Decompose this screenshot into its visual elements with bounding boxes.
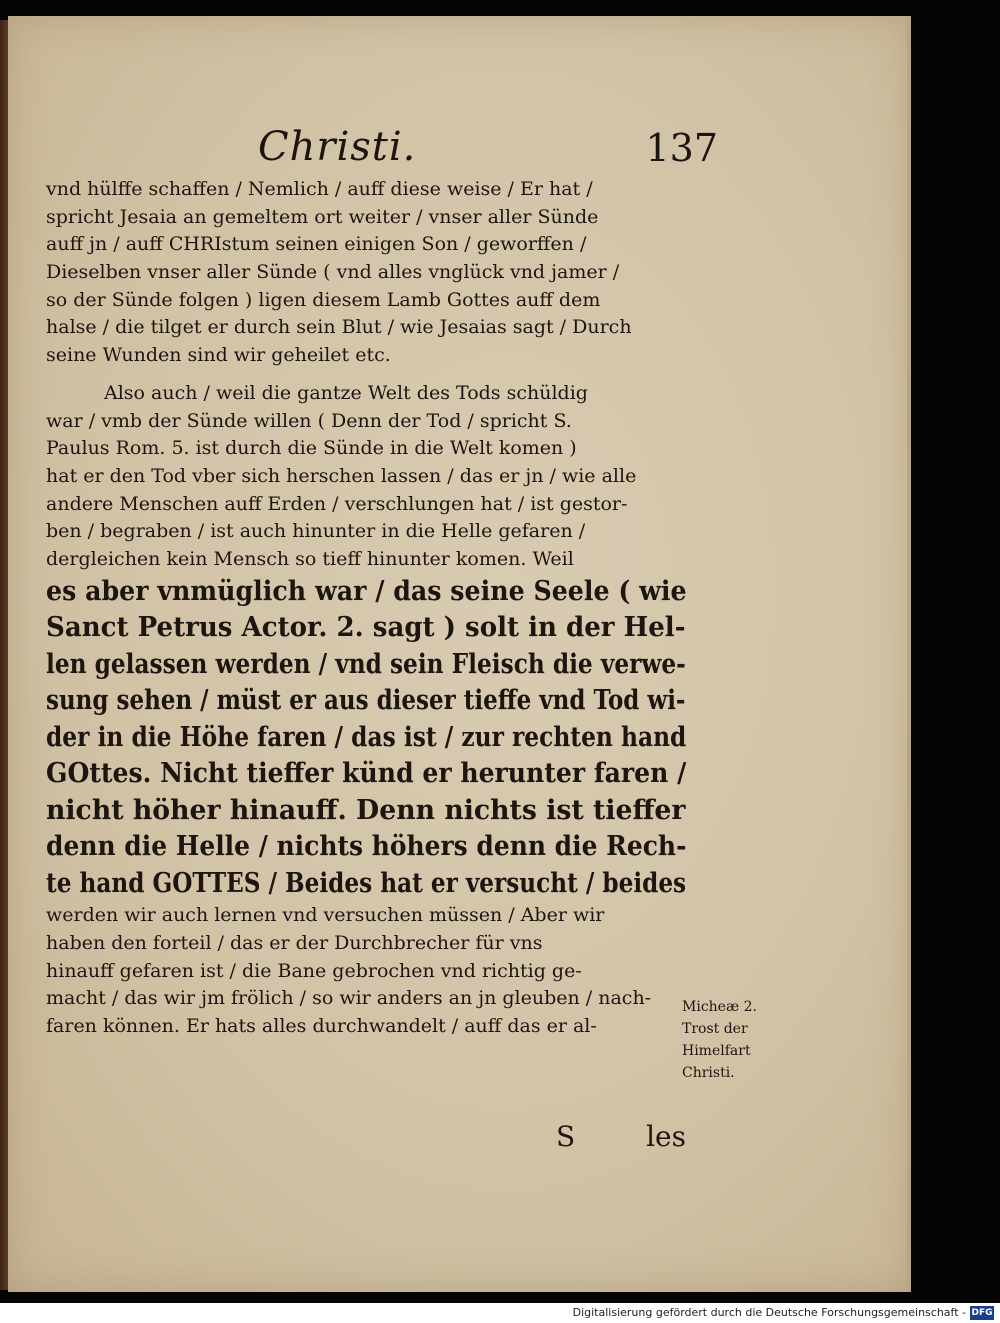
text-line: hat er den Tod vber sich herschen lassen / das er jn / wie alle bbox=[46, 464, 637, 487]
text-line: Paulus Rom. 5. ist durch die Sünde in die Welt komen ) bbox=[46, 437, 577, 460]
text-line: vnd hülffe schaffen / Nemlich / auff diese weise / Er hat / bbox=[46, 178, 593, 200]
text-line: andere Menschen auff Erden / verschlungen hat / ist gestor- bbox=[46, 492, 628, 515]
text-line-large: nicht höher hinauff. Denn nichts ist tieffer bbox=[46, 794, 686, 826]
text-line-large: GOttes. Nicht tieffer künd er herunter faren / bbox=[46, 758, 687, 790]
margin-note-line: Micheæ 2. bbox=[682, 999, 757, 1015]
margin-note bbox=[682, 996, 792, 1084]
text-line-large: te hand GOTTES / Beides hat er versucht / beides bbox=[46, 867, 687, 899]
text-line: dergleichen kein Mensch so tieff hinunter komen. Weil bbox=[46, 547, 574, 570]
margin-note-line: Christi. bbox=[682, 1065, 735, 1081]
text-line: faren können. Er hats alles durchwandelt / auff das er al- bbox=[46, 1014, 597, 1037]
footer-bar bbox=[0, 1303, 1000, 1323]
text-line-large: es aber vnmüglich war / das seine Seele ( wie bbox=[46, 575, 687, 607]
body-text bbox=[46, 176, 686, 1041]
margin-note-line: Trost der bbox=[682, 1021, 748, 1037]
text-line-large: der in die Höhe faren / das ist / zur rechten hand bbox=[46, 721, 687, 753]
catchword: les bbox=[646, 1120, 686, 1153]
funding-credit: Digitalisierung gefördert durch die Deutsche Forschungsgemeinschaft - bbox=[572, 1306, 966, 1319]
book-page bbox=[8, 16, 911, 1292]
text-line: auff jn / auff CHRIstum seinen einigen Son / geworffen / bbox=[46, 233, 587, 256]
page-number: 137 bbox=[645, 126, 718, 170]
signature-mark: S bbox=[556, 1120, 576, 1153]
text-line: seine Wunden sind wir geheilet etc. bbox=[46, 344, 391, 367]
text-line-large: denn die Helle / nichts höhers denn die Rech- bbox=[46, 831, 687, 863]
text-line-large: len gelassen werden / vnd sein Fleisch die verwe- bbox=[46, 648, 686, 680]
signature-line bbox=[556, 1120, 696, 1156]
page-edge bbox=[907, 16, 911, 1292]
dfg-logo-icon: DFG bbox=[971, 1308, 993, 1318]
text-line: so der Sünde folgen ) ligen diesem Lamb Gottes auff dem bbox=[46, 288, 601, 311]
text-line: Also auch / weil die gantze Welt des Tods schüldig bbox=[104, 381, 588, 404]
running-head: Christi. bbox=[258, 124, 417, 170]
text-line: werden wir auch lernen vnd versuchen müssen / Aber wir bbox=[46, 904, 605, 927]
text-line: hinauff gefaren ist / die Bane gebrochen vnd richtig ge- bbox=[46, 959, 582, 982]
text-line: ben / begraben / ist auch hinunter in die Helle gefaren / bbox=[46, 520, 586, 543]
page-header bbox=[258, 124, 718, 174]
text-line: haben den forteil / das er der Durchbrecher für vns bbox=[46, 931, 543, 954]
text-line: spricht Jesaia an gemeltem ort weiter / vnser aller Sünde bbox=[46, 205, 599, 228]
text-line: macht / das wir jm frölich / so wir anders an jn gleuben / nach- bbox=[46, 987, 652, 1010]
margin-note-line: Himelfart bbox=[682, 1043, 751, 1059]
text-line-large: Sanct Petrus Actor. 2. sagt ) solt in der Hel- bbox=[46, 612, 686, 644]
text-line: halse / die tilget er durch sein Blut / wie Jesaias sagt / Durch bbox=[46, 316, 632, 339]
text-line-large: sung sehen / müst er aus dieser tieffe vnd Tod wi- bbox=[46, 685, 686, 717]
text-line: Dieselben vnser aller Sünde ( vnd alles vnglück vnd jamer / bbox=[46, 261, 620, 284]
paragraph-gap bbox=[46, 370, 686, 380]
text-line: war / vmb der Sünde willen ( Denn der Tod / spricht S. bbox=[46, 409, 572, 432]
